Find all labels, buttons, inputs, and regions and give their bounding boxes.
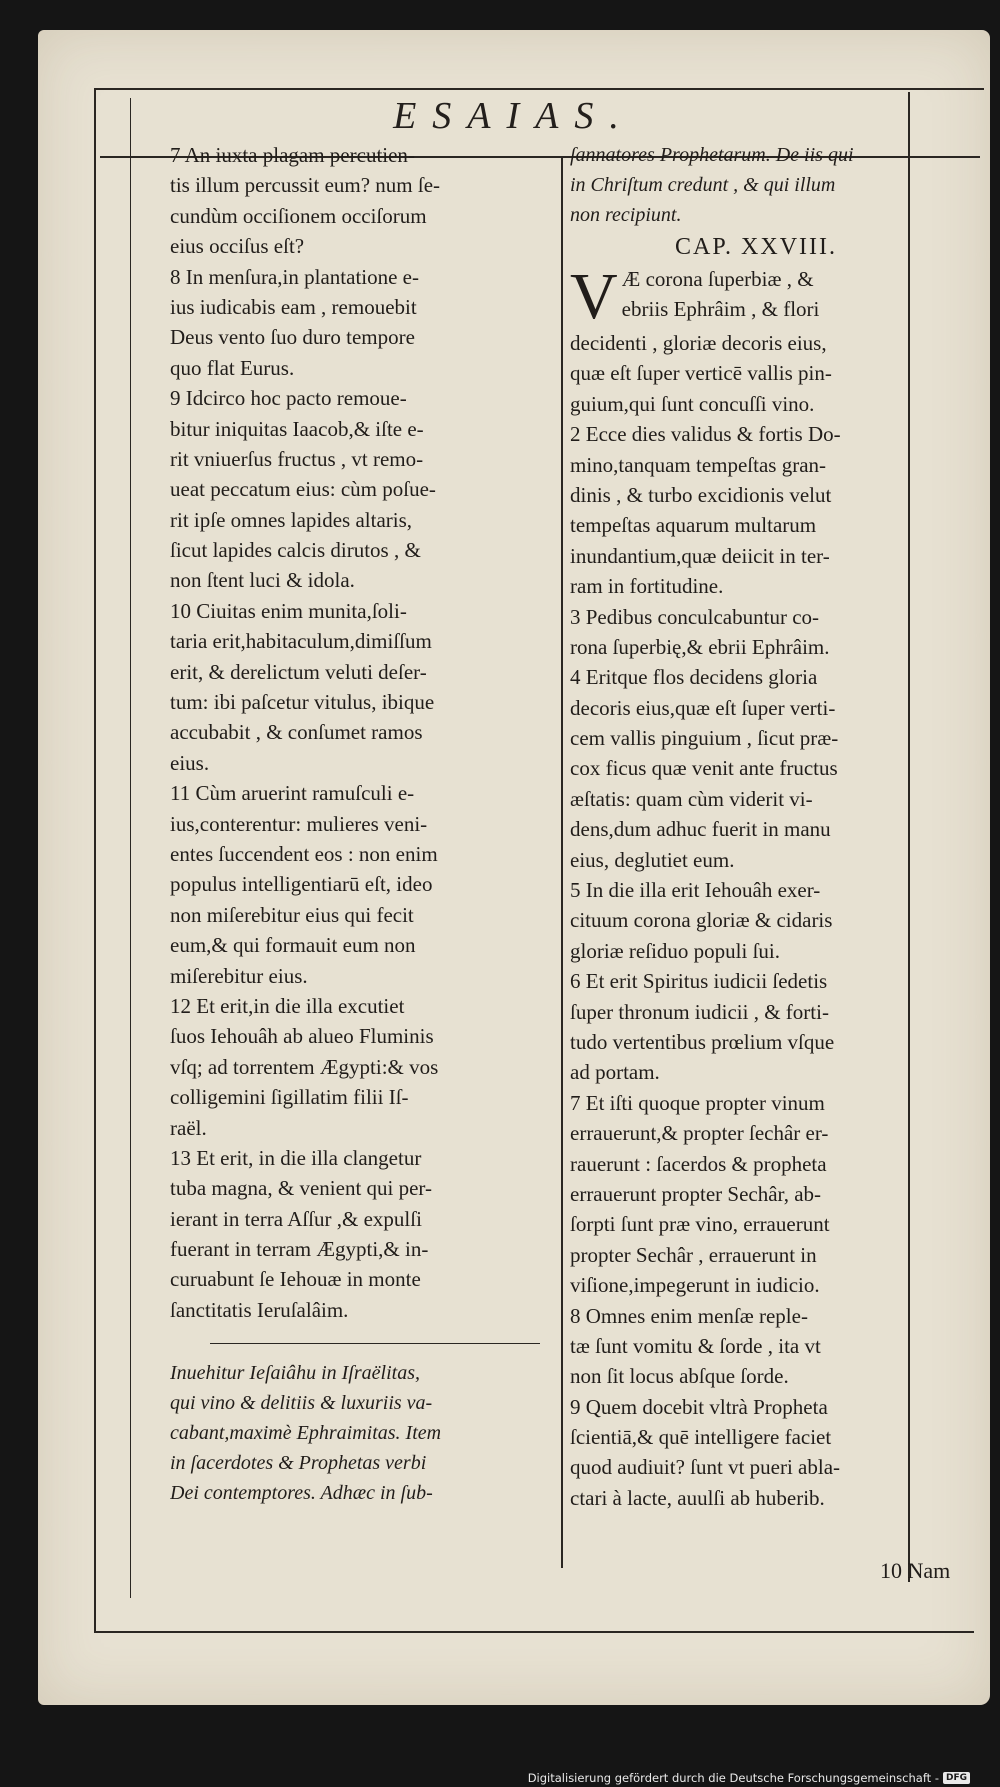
text-line: Æ corona ſuperbiæ , & bbox=[621, 267, 814, 291]
text-line: tempeſtas aquarum multarum bbox=[570, 513, 817, 538]
text-line: gloriæ reſiduo populi ſui. bbox=[570, 938, 780, 963]
text-line: populus intelligentiarū eſt, ideo bbox=[170, 872, 433, 897]
text-line: dinis , & turbo excidionis velut bbox=[570, 482, 832, 507]
note-line: cabant,maximè Ephraimitas. Item bbox=[170, 1422, 442, 1445]
text-line: eius. bbox=[170, 750, 210, 775]
text-line: ius iudicabis eam , remouebit bbox=[170, 294, 417, 319]
text-line: æſtatis: quam cùm viderit vi- bbox=[570, 786, 813, 811]
text-line: eius, deglutiet eum. bbox=[570, 847, 735, 872]
running-head: ESAIAS. bbox=[393, 95, 635, 137]
text-line: ueat peccatum eius: cùm poſue- bbox=[170, 477, 436, 502]
note-line: Inuehitur Ieſaiâhu in Iſraëlitas, bbox=[170, 1362, 420, 1385]
text-line: quo flat Eurus. bbox=[170, 355, 295, 380]
text-line: ſuper thronum iudicii , & forti- bbox=[570, 999, 829, 1024]
catchword: 10 Nam bbox=[880, 1558, 951, 1583]
note-line: in Chriſtum credunt , & qui illum bbox=[570, 174, 836, 196]
text-line: non ſtent luci & idola. bbox=[170, 568, 355, 593]
text-line: decidenti , gloriæ decoris eius, bbox=[570, 331, 827, 355]
text-line: raël. bbox=[170, 1115, 207, 1140]
text-line: errauerunt,& propter ſechâr er- bbox=[570, 1121, 829, 1146]
text-line: tæ ſunt vomitu & ſorde , ita vt bbox=[570, 1333, 821, 1358]
text-line: ad portam. bbox=[570, 1060, 660, 1085]
text-line: 9 Quem docebit vltrà Propheta bbox=[570, 1394, 828, 1419]
text-line: 11 Cùm aruerint ramuſculi e- bbox=[170, 781, 415, 806]
text-line: cituum corona gloriæ & cidaris bbox=[570, 908, 833, 933]
digitization-credit bbox=[528, 1771, 970, 1785]
text-line: 12 Et erit,in die illa excutiet bbox=[170, 993, 405, 1018]
dfg-logo: DFG bbox=[943, 1772, 970, 1784]
text-line: ierant in terra Aſſur ,& expulſi bbox=[170, 1206, 422, 1231]
text-line: rit vniuerſus fructus , vt remo- bbox=[170, 446, 424, 471]
text-line: guium,qui ſunt concuſſi vino. bbox=[570, 391, 815, 416]
text-line: rit ipſe omnes lapides altaris, bbox=[170, 507, 413, 532]
drop-capital: V bbox=[570, 260, 618, 333]
chapter-opening bbox=[570, 260, 942, 333]
text-line: quod audiuit? ſunt vt pueri abla- bbox=[570, 1455, 841, 1480]
text-line: viſione,impegerunt in iudicio. bbox=[570, 1273, 820, 1298]
right-column bbox=[570, 140, 942, 1513]
text-line: 7 Et iſti quoque propter vinum bbox=[570, 1090, 825, 1115]
text-line: 9 Idcirco hoc pacto remoue- bbox=[170, 386, 407, 411]
top-rule bbox=[94, 88, 984, 90]
chapter-summary-note bbox=[170, 1358, 560, 1508]
text-line: errauerunt propter Sechâr, ab- bbox=[570, 1181, 822, 1206]
text-line: 8 In menſura,in plantatione e- bbox=[170, 264, 419, 289]
note-line: non recipiunt. bbox=[570, 204, 682, 226]
text-line: dens,dum adhuc fuerit in manu bbox=[570, 817, 831, 842]
text-line: accubabit , & conſumet ramos bbox=[170, 720, 423, 745]
right-column-note bbox=[570, 140, 942, 230]
text-line: curuabunt ſe Iehouæ in monte bbox=[170, 1267, 421, 1292]
text-line: fuerant in terram Ægypti,& in- bbox=[170, 1237, 429, 1262]
credit-text: Digitalisierung gefördert durch die Deutsche Forschungsgemeinschaft - bbox=[527, 1771, 939, 1785]
column-divider bbox=[561, 158, 563, 1568]
note-rule bbox=[210, 1343, 540, 1344]
text-line: bitur iniquitas Iaacob,& iſte e- bbox=[170, 416, 424, 441]
text-line: rona ſuperbię,& ebrii Ephrâim. bbox=[570, 634, 830, 659]
text-line: ſuos Iehouâh ab alueo Fluminis bbox=[170, 1024, 434, 1049]
note-line: ſannatores Prophetarum. De iis qui bbox=[570, 144, 854, 166]
text-line: cox ficus quæ venit ante fructus bbox=[570, 756, 838, 781]
text-line: cem vallis pinguium , ſicut præ- bbox=[570, 726, 839, 751]
text-line: mino,tanquam tempeſtas gran- bbox=[570, 452, 827, 477]
text-line: eius occiſus eſt? bbox=[170, 234, 305, 259]
text-line: ſanctitatis Ieruſalâim. bbox=[170, 1297, 349, 1322]
text-line: quæ eſt ſuper verticē vallis pin- bbox=[570, 361, 832, 386]
text-line: 6 Et erit Spiritus iudicii ſedetis bbox=[570, 969, 828, 994]
text-line: tis illum percussit eum? num ſe- bbox=[170, 173, 441, 198]
text-line: erit, & derelictum veluti deſer- bbox=[170, 659, 427, 684]
text-line: 13 Et erit, in die illa clangetur bbox=[170, 1145, 422, 1170]
text-line: rauerunt : ſacerdos & propheta bbox=[570, 1151, 827, 1176]
text-line: 8 Omnes enim menſæ reple- bbox=[570, 1303, 808, 1328]
text-line: ſicut lapides calcis dirutos , & bbox=[170, 538, 421, 563]
chapter-heading: CAP. XXVIII. bbox=[675, 234, 837, 260]
text-line: 10 Ciuitas enim munita,ſoli- bbox=[170, 598, 407, 623]
text-line: colligemini ſigillatim filii Iſ- bbox=[170, 1085, 409, 1110]
text-line: miſerebitur eius. bbox=[170, 963, 308, 988]
text-line: non ſit locus abſque ſorde. bbox=[570, 1364, 789, 1389]
text-line: 2 Ecce dies validus & fortis Do- bbox=[570, 422, 841, 447]
left-column bbox=[170, 140, 560, 1508]
text-line: 7 An iuxta plagam percutien- bbox=[170, 143, 415, 167]
text-line: inundantium,quæ deiicit in ter- bbox=[570, 543, 830, 568]
note-line: Dei contemptores. Adhæc in ſub- bbox=[170, 1482, 433, 1505]
text-line: ram in fortitudine. bbox=[570, 574, 724, 599]
text-line: 3 Pedibus conculcabuntur co- bbox=[570, 604, 820, 629]
note-line: in ſacerdotes & Prophetas verbi bbox=[170, 1452, 427, 1475]
text-line: tum: ibi paſcetur vitulus, ibique bbox=[170, 690, 435, 715]
text-line: 5 In die illa erit Iehouâh exer- bbox=[570, 878, 821, 903]
text-line: taria erit,habitaculum,dimiſſum bbox=[170, 629, 432, 654]
text-line: Deus vento ſuo duro tempore bbox=[170, 325, 415, 350]
text-line: cundùm occiſionem occiſorum bbox=[170, 203, 427, 228]
text-line: ſcientiā,& quē intelligere faciet bbox=[570, 1425, 832, 1450]
text-line: ſorpti ſunt præ vino, errauerunt bbox=[570, 1212, 830, 1237]
text-line: vſq; ad torrentem Ægypti:& vos bbox=[170, 1054, 439, 1079]
text-line: ius,conterentur: mulieres veni- bbox=[170, 811, 428, 836]
text-line: propter Sechâr , errauerunt in bbox=[570, 1242, 817, 1267]
text-line: ebriis Ephrâim , & flori bbox=[621, 297, 820, 322]
text-line: tuba magna, & venient qui per- bbox=[170, 1176, 432, 1201]
inner-frame-rule bbox=[130, 98, 131, 1598]
text-line: 4 Eritque flos decidens gloria bbox=[570, 665, 818, 690]
text-line: decoris eius,quæ eſt ſuper verti- bbox=[570, 695, 836, 720]
text-line: non miſerebitur eius qui fecit bbox=[170, 902, 414, 927]
text-line: ctari à lacte, auulſi ab huberib. bbox=[570, 1485, 825, 1510]
bottom-rule bbox=[94, 1631, 974, 1633]
text-line: eum,& qui formauit eum non bbox=[170, 933, 416, 958]
text-line: entes ſuccendent eos : non enim bbox=[170, 841, 438, 866]
text-line: tudo vertentibus prœlium vſque bbox=[570, 1029, 835, 1054]
note-line: qui vino & delitiis & luxuriis va- bbox=[170, 1392, 433, 1415]
left-frame-rule bbox=[94, 88, 96, 1633]
